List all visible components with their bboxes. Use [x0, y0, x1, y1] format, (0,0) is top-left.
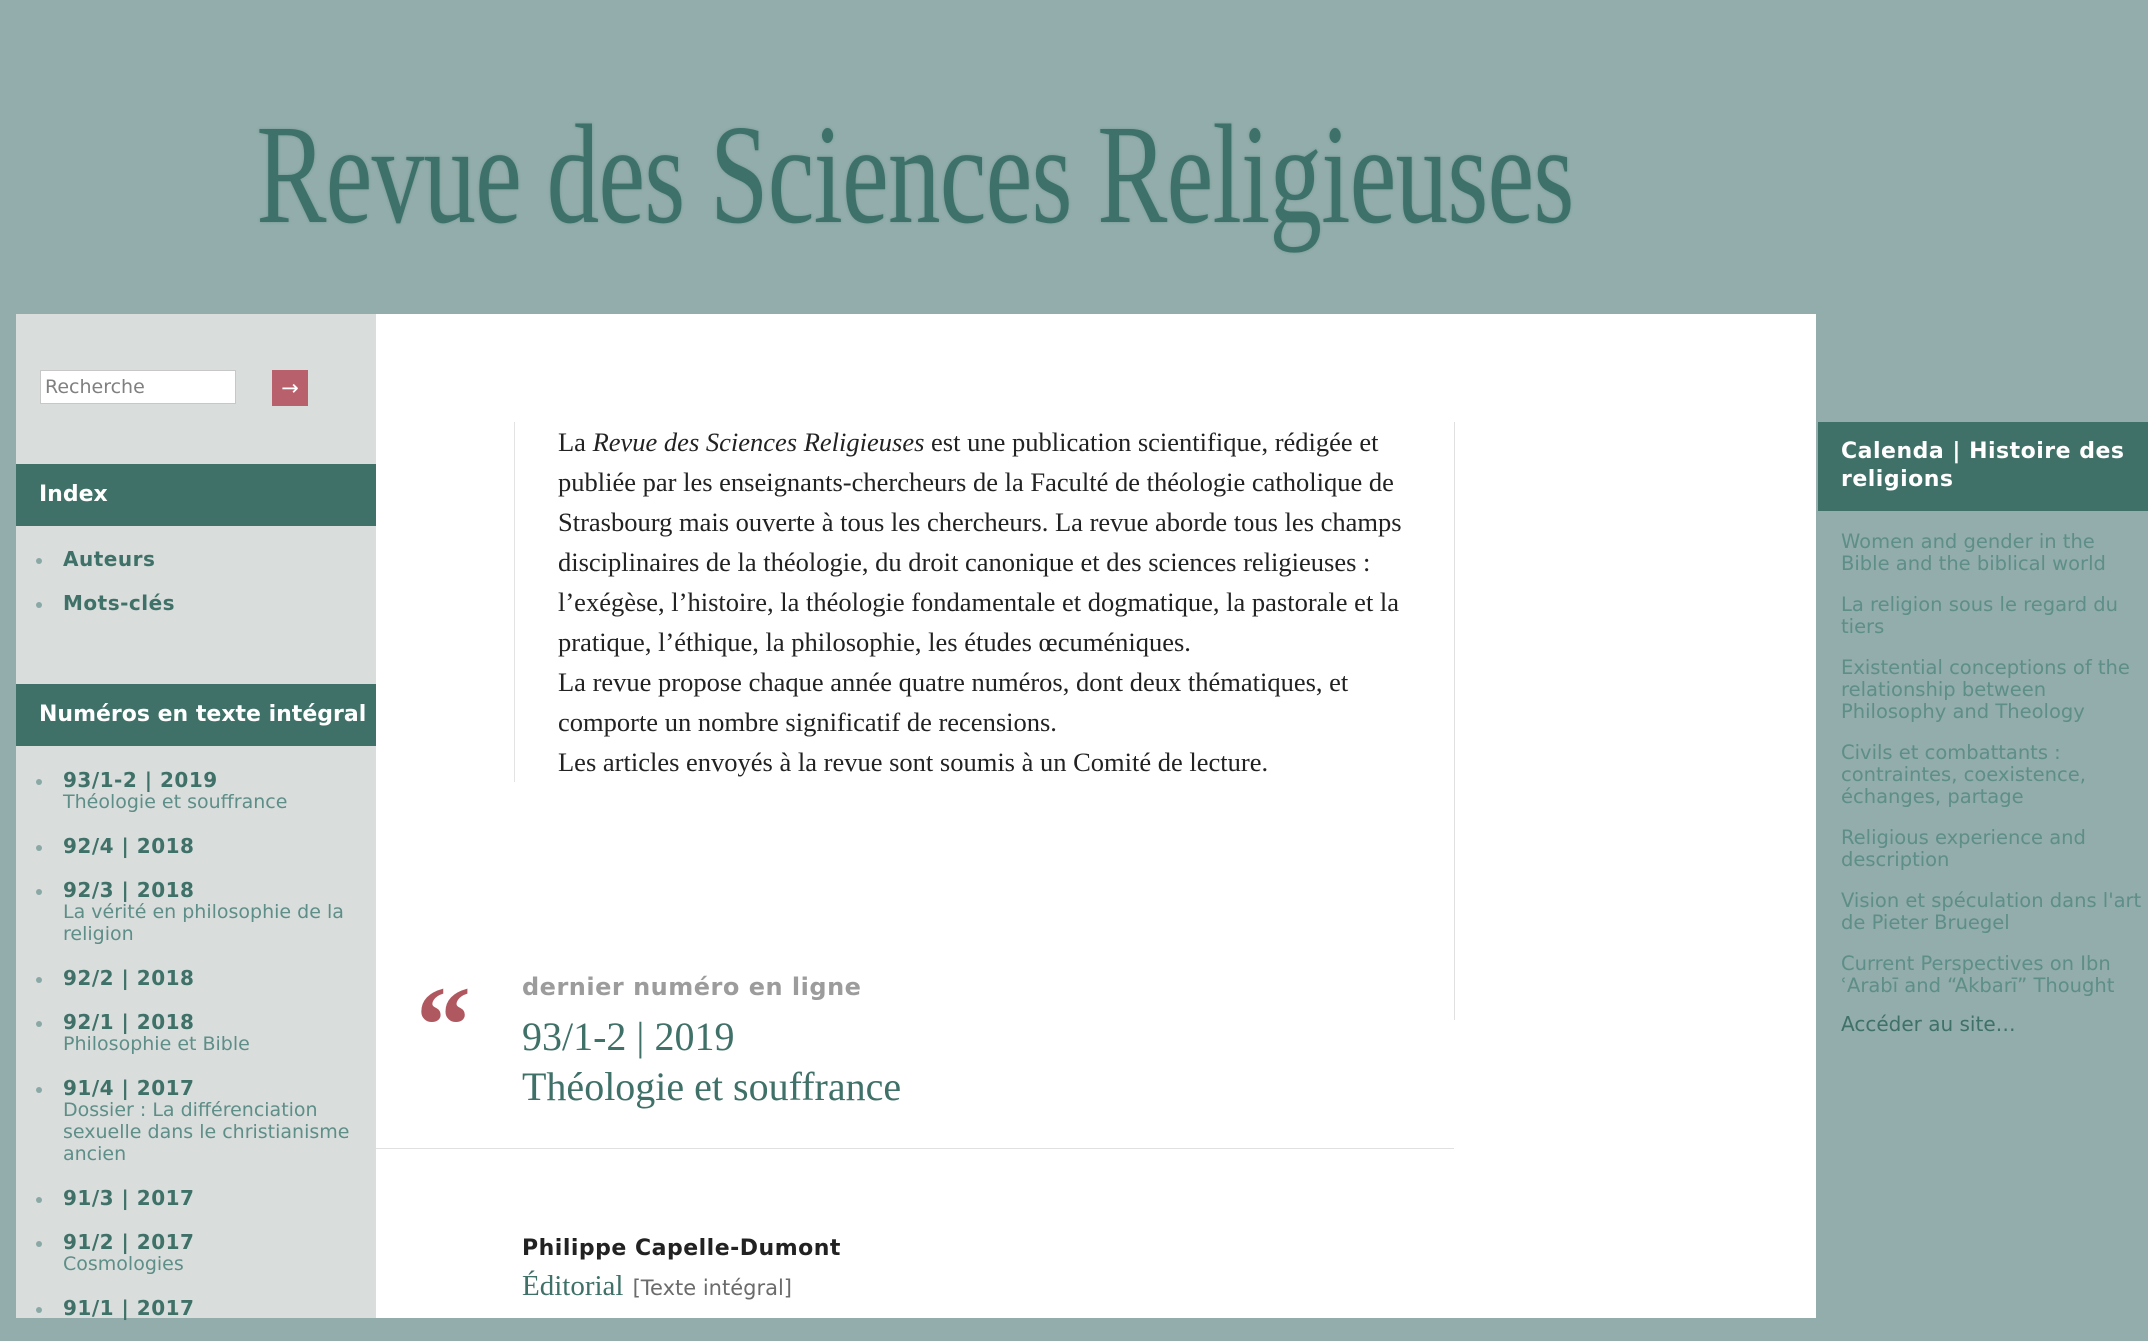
bullet-icon [36, 1087, 42, 1093]
calenda-item [1841, 890, 2148, 934]
bullet-icon [36, 1021, 42, 1027]
issue-link[interactable]: 92/4 | 2018 [63, 834, 195, 858]
bullet-icon [36, 1197, 42, 1203]
index-list [16, 548, 376, 636]
search-input[interactable] [40, 370, 236, 404]
calenda-link[interactable]: La religion sous le regard du tiers [1841, 593, 2119, 638]
section-divider [376, 1148, 1454, 1149]
column-divider [1454, 422, 1455, 1020]
calenda-link[interactable]: Existential conceptions of the relationship between Philosophy and Theology [1841, 656, 2130, 723]
calenda-site-link[interactable]: Accéder au site… [1841, 1012, 2016, 1036]
issue-link[interactable]: 92/2 | 2018 [63, 966, 195, 990]
index-item-auteurs[interactable] [16, 548, 376, 570]
issue-item[interactable] [16, 835, 376, 857]
latest-issue-link[interactable]: 93/1-2 | 2019 [522, 1014, 735, 1059]
journal-description [514, 422, 1414, 782]
calenda-heading[interactable]: Calenda | Histoire des religions [1818, 422, 2148, 511]
calenda-item [1841, 742, 2148, 808]
bullet-icon [36, 845, 42, 851]
calenda-item [1841, 953, 2148, 997]
arrow-right-icon: → [281, 376, 299, 400]
article-title-link[interactable]: Éditorial [522, 1270, 624, 1302]
article-entry [522, 1270, 792, 1303]
description-text: est une publication scientifique, rédigée et publiée par les enseignants-chercheurs de la Faculté de théologie catholique de Strasbourg mais ouverte à tous les chercheurs. La revue aborde tous les champs disciplinaires de la théologie, du droit canonique et des sciences religieuses : l’exégèse, l’histoire, la théologie fondamentale et dogmatique, la pastorale et la pratique, l’éthique, la philosophie, les études œcuméniques. [558, 427, 1402, 657]
issue-link[interactable]: 91/3 | 2017 [63, 1186, 195, 1210]
issue-link[interactable]: 91/2 | 2017 [63, 1230, 195, 1254]
issue-subtitle[interactable]: Philosophie et Bible [63, 1033, 250, 1055]
calenda-item [1841, 531, 2148, 575]
issue-link[interactable]: 91/1 | 2017 [63, 1296, 195, 1320]
calenda-link[interactable]: Religious experience and description [1841, 826, 2086, 871]
description-lead: La [558, 427, 593, 457]
issue-item[interactable] [16, 1011, 376, 1055]
calenda-list [1818, 531, 2148, 997]
issue-item[interactable] [16, 1231, 376, 1275]
issue-item[interactable] [16, 1077, 376, 1165]
calenda-link[interactable]: Women and gender in the Bible and the biblical world [1841, 530, 2106, 575]
issues-list [16, 769, 376, 1341]
calenda-item [1841, 594, 2148, 638]
description-paragraph: Les articles envoyés à la revue sont soumis à un Comité de lecture. [558, 747, 1269, 777]
bullet-icon [36, 602, 42, 608]
issue-item[interactable] [16, 1187, 376, 1209]
full-text-link[interactable]: [Texte intégral] [632, 1276, 792, 1300]
description-paragraph: La revue propose chaque année quatre numéros, dont deux thématiques, et comporte un nombre significatif de recensions. [558, 667, 1349, 737]
index-link[interactable]: Auteurs [63, 547, 156, 571]
issue-subtitle[interactable]: La vérité en philosophie de la religion [63, 901, 344, 945]
issue-item[interactable] [16, 967, 376, 989]
site-banner [0, 0, 1830, 314]
issue-subtitle[interactable]: Cosmologies [63, 1253, 184, 1275]
article-author[interactable]: Philippe Capelle-Dumont [522, 1236, 841, 1261]
issue-subtitle[interactable]: Théologie et souffrance [63, 791, 288, 813]
page-body [16, 314, 2142, 1320]
bullet-icon [36, 779, 42, 785]
calenda-link[interactable]: Current Perspectives on Ibn ʿArabī and “Akbarī” Thought [1841, 952, 2115, 997]
index-link[interactable]: Mots-clés [63, 591, 176, 615]
issue-item[interactable] [16, 1297, 376, 1319]
left-sidebar [16, 314, 376, 1318]
issue-link[interactable]: 92/1 | 2018 [63, 1010, 195, 1034]
calenda-panel [1818, 422, 2148, 1035]
calenda-item [1841, 827, 2148, 871]
index-heading: Index [16, 464, 376, 526]
calenda-item [1841, 657, 2148, 723]
issue-link[interactable]: 91/4 | 2017 [63, 1076, 195, 1100]
description-paragraph [558, 422, 1414, 662]
site-title[interactable]: Revue des Sciences Religieuses [256, 95, 1574, 253]
index-item-mots-cles[interactable] [16, 592, 376, 614]
bullet-icon [36, 977, 42, 983]
latest-issue-label: dernier numéro en ligne [522, 973, 862, 1001]
main-content [376, 314, 2142, 1318]
issue-item[interactable] [16, 769, 376, 813]
journal-name: Revue des Sciences Religieuses [592, 427, 925, 457]
calenda-link[interactable]: Vision et spéculation dans l'art de Pieter Bruegel [1841, 889, 2142, 934]
bullet-icon [36, 1307, 42, 1313]
issue-subtitle[interactable]: Dossier : La différenciation sexuelle dans le christianisme ancien [63, 1099, 350, 1165]
issue-item[interactable] [16, 879, 376, 945]
bullet-icon [36, 558, 42, 564]
issues-heading: Numéros en texte intégral [16, 684, 376, 746]
search-button[interactable] [272, 370, 308, 406]
issue-link[interactable]: 93/1-2 | 2019 [63, 768, 218, 792]
bullet-icon [36, 1241, 42, 1247]
bullet-icon [36, 889, 42, 895]
calenda-link[interactable]: Civils et combattants : contraintes, coexistence, échanges, partage [1841, 741, 2086, 808]
latest-issue-theme-link[interactable]: Théologie et souffrance [522, 1064, 902, 1109]
quote-icon: “ [416, 964, 471, 1086]
issue-link[interactable]: 92/3 | 2018 [63, 878, 195, 902]
